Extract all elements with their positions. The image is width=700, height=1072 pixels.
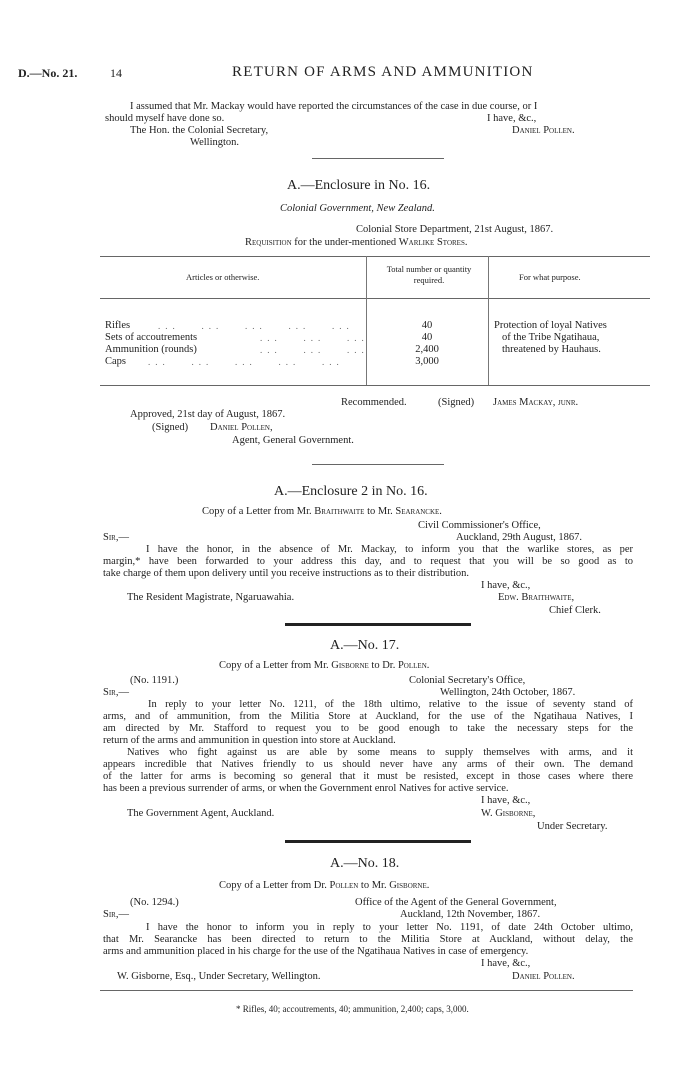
signed-label: (Signed) [438,397,475,408]
enclosure-2-closing: I have, &c., [481,580,531,591]
section-divider [285,623,471,626]
no-17-salutation: Sir,— [103,687,129,698]
no-18-body-line: arms and ammunition placed in his charge for the use of the Ngatihaua Natives in case of emergency. [103,946,529,957]
table-row-quantity: 3,000 [415,356,439,367]
intro-line-2-left: should myself have done so. [105,113,225,124]
intro-signature: Daniel Pollen. [512,125,575,136]
table-row-article: Rifles [105,320,131,331]
divider [312,158,444,159]
enclosure-2-body-line: margin,* have been forwarded to your address this day, and to request that you will be so good as to [103,556,633,567]
footnote: * Rifles, 40; accoutrements, 40; ammunition, 2,400; caps, 3,000. [236,1004,469,1014]
enclosure-2-heading: A.—Enclosure 2 in No. 16. [274,484,428,499]
document-page: D.—No. 21. 14 RETURN OF ARMS AND AMMUNITION I assumed that Mr. Mackay would have reported the circumstances of the case in due course, or I should myself have done so. I have, &c., The Hon. the Colonial Secretary, Daniel Pollen. Wellington. A.—Enclosure in No. 16. Colonial Government, New Zealand. Colonial Store Department, 21st August, 1867. Requisition for the under-mentioned Warlike Stores. Articles or otherwise. Total number or quantity required. For what purpose. Rifles ... ... ... ... ... 40 Sets of accoutrements ... ... ... 40 Ammunition (rounds) ... ... ... 2,400 Caps ... ... ... ... ... 3,000 Protection of loyal Natives of the Tribe Ngatihaua, threatened by Hauhaus. Recommended. (Signed) James Mackay, junr. Approved, 21st day of August, 1867. (Signed) Daniel Pollen, Agent, General Government. A.—Enclosure 2 in No. 16. Copy of a Letter from Mr. Braithwaite to Mr. Searancke. Civil Commissioner's Office, Sir,— Auckland, 29th August, 1867. I have the honor, in the absence of Mr. Mackay, to inform you that the warlike stores, as per margin,* have been forwarded to your address this day, and to request that you will be so good as to take charge of them upon delivery until you receive instructions as to their distribution. I have, &c., The Resident Magistrate, Ngaruawahia. Edw. Braithwaite, Chief Clerk. A.—No. 17. Copy of a Letter from Mr. Gisborne to Dr. Pollen. (No. 1191.) Colonial Secretary's Office, Sir,— Wellington, 24th October, 1867. In reply to your letter No. 1211, of the 18th ultimo, relative to the issue of seventy stand of arms, and of ammunition, from the Militia Store at Auckland, for the use of the Ngatihaua Natives, I am directed by Mr. Stafford to request you to be good enough to take the necessary steps for the return of the arms and ammunition in question into store at Auckland. Natives who fight against us are able by some means to supply themselves with arms, and it appears incredible that Natives friendly to us should never have any arms of their own. The demand of the latter for arms is becoming so general that it must be resisted, except in those cases where there has been a previous surrender of arms, or when the Government enrol Natives for active service. I have, &c., The Government Agent, Auckland. W. Gisborne, Under Secretary. A.—No. 18. Copy of a Letter from Dr. Pollen to Mr. Gisborne. (No. 1294.) Office of the Agent of the General Government, Sir,— Auckland, 12th November, 1867. I have the honor to inform you in reply to your letter No. 1191, of date 24th October ultimo, that Mr. Searancke has been directed to return to the Militia Store at Auckland, without delay, the arms and ammunition placed in his charge for the use of the Ngatihaua Natives in case of emergency. I have, &c., W. Gisborne, Esq., Under Secretary, Wellington. Daniel Pollen. * Rifles, 40; accoutrements, 40; ammunition, 2,400; caps, 3,000. [0,0,700,1072]
table-row-quantity: 40 [421,320,433,331]
intro-addressee: The Hon. the Colonial Secretary, [130,125,269,136]
no-18-body-line: I have the honor to inform you in reply to your letter No. 1191, of date 24th October ultimo, [146,922,633,933]
no-18-copy-line: Copy of a Letter from Dr. Pollen to Mr. Gisborne. [219,880,430,891]
no-17-body-line: of the latter for arms is becoming so general that it must be resisted, except in those cases where there [103,771,633,782]
signed-name: James Mackay, junr. [493,397,579,408]
enclosure-2-body-line: I have the honor, in the absence of Mr. Mackay, to inform you that the warlike stores, as per [146,544,633,555]
enclosure-2-body-line: take charge of them upon delivery until you receive instructions as to their distribution. [103,568,470,579]
no-17-body-line: Natives who fight against us are able by some means to supply themselves with arms, and it [127,747,633,758]
recommended-label: Recommended. [341,397,407,408]
no-17-title: Under Secretary. [537,821,608,832]
approved-signed-label: (Signed) [152,422,189,433]
purpose-line: Protection of loyal Natives [494,320,607,331]
no-18-addressee: W. Gisborne, Esq., Under Secretary, Wellington. [117,971,321,982]
no-18-salutation: Sir,— [103,909,129,920]
no-17-date: Wellington, 24th October, 1867. [440,687,576,698]
requisition-tail: Warlike Stores. [398,237,468,248]
enclosure-2-office: Civil Commissioner's Office, [418,520,541,531]
intro-line-2-right: I have, &c., [487,113,537,124]
no-17-body-line: am directed by Mr. Stafford to request you to be good enough to take the necessary steps for the [103,723,633,734]
enclosure-2-date: Auckland, 29th August, 1867. [456,532,582,543]
enclosure-16-subheading: Colonial Government, New Zealand. [280,203,435,214]
no-17-signature: W. Gisborne, [481,808,536,819]
enclosure-16-heading: A.—Enclosure in No. 16. [287,178,431,193]
no-18-closing: I have, &c., [481,958,531,969]
no-18-body-line: that Mr. Searancke has been directed to return to the Militia Store at Auckland, without delay, the [103,934,633,945]
enclosure-2-copy-line: Copy of a Letter from Mr. Braithwaite to Mr. Searancke. [202,506,442,517]
no-17-closing: I have, &c., [481,795,531,806]
approved-title: Agent, General Government. [232,435,354,446]
no-18-date: Auckland, 12th November, 1867. [400,909,541,920]
page-number: 14 [110,66,122,80]
no-17-heading: A.—No. 17. [330,638,400,653]
table-row-quantity: 2,400 [415,344,439,355]
no-17-body-line: has been a previous surrender of arms, or when the Government enrol Natives for active service. [103,783,509,794]
approved-line: Approved, 21st day of August, 1867. [130,409,286,420]
requisition-lead: Requisition [245,237,292,248]
requisition-mid: for the under-mentioned [294,237,397,248]
purpose-line: threatened by Hauhaus. [502,344,601,355]
table-row-quantity: 40 [421,332,433,343]
no-18-ref: (No. 1294.) [130,897,179,908]
no-17-addressee: The Government Agent, Auckland. [127,808,275,819]
page-title: RETURN OF ARMS AND AMMUNITION [232,64,534,80]
no-17-office: Colonial Secretary's Office, [409,675,526,686]
enclosure-2-title: Chief Clerk. [549,605,601,616]
no-18-heading: A.—No. 18. [330,856,400,871]
table-row-article: Caps [105,356,126,367]
intro-place: Wellington. [190,137,240,148]
purpose-line: of the Tribe Ngatihaua, [502,332,600,343]
no-17-copy-line: Copy of a Letter from Mr. Gisborne to Dr. Pollen. [219,660,430,671]
footnote-divider [100,990,633,991]
no-17-ref: (No. 1191.) [130,675,179,686]
no-18-office: Office of the Agent of the General Government, [355,897,557,908]
table-header-articles: Articles or otherwise. [186,272,260,282]
requisition-line [245,236,467,249]
no-17-body-line: return of the arms and ammunition in question into store at Auckland. [103,735,396,746]
table-header-purpose: For what purpose. [519,272,581,282]
table-row-article: Ammunition (rounds) [105,344,197,355]
enclosure-16-dept: Colonial Store Department, 21st August, 1867. [356,224,554,235]
divider [312,464,444,465]
no-17-body-line: appears incredible that Natives friendly to us should never have any arms of their own. The demand [103,759,633,770]
table-header-quantity: Total number or quantity required. [386,264,472,285]
enclosure-2-salutation: Sir,— [103,532,129,543]
table-row-article: Sets of accoutrements [105,332,198,343]
enclosure-2-signature: Edw. Braithwaite, [498,592,575,603]
approved-name: Daniel Pollen, [210,422,273,433]
page-ref: D.—No. 21. [18,66,78,80]
no-18-signature: Daniel Pollen. [512,971,575,982]
no-17-body-line: arms, and of ammunition, from the Militia Store at Auckland, for the use of the Ngatihaua Natives, I [103,711,633,722]
enclosure-2-addressee: The Resident Magistrate, Ngaruawahia. [127,592,295,603]
section-divider [285,840,471,843]
intro-line-1: I assumed that Mr. Mackay would have reported the circumstances of the case in due course, or I [130,101,538,112]
no-17-body-line: In reply to your letter No. 1211, of the 18th ultimo, relative to the issue of seventy stand of [148,699,633,710]
